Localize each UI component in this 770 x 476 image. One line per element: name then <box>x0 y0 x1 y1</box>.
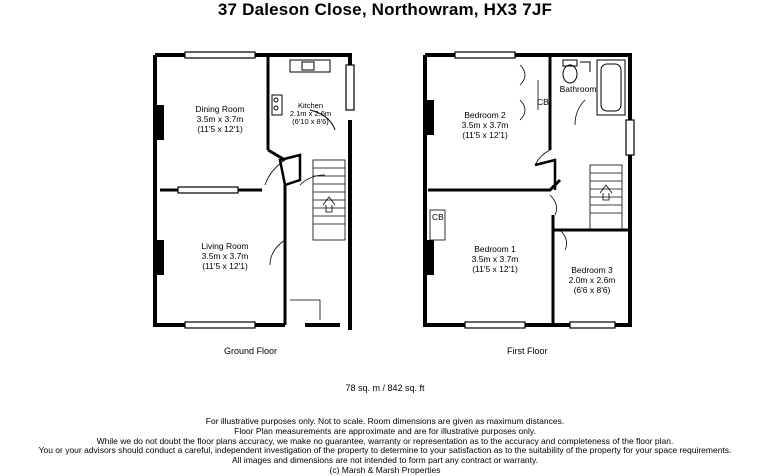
note-line: While we do not doubt the floor plans accuracy, we make no guarantee, warranty or representation as to the accuracy and completeness of the floor plan. <box>96 435 674 446</box>
first-floor-label: First Floor <box>507 346 548 356</box>
note-line: Floor Plan measurements are approximate and are for illustrative purposes only. <box>234 425 536 436</box>
room-label-bedroom-2: Bedroom 2 3.5m x 3.7m (11'5 x 12'1) <box>461 110 509 140</box>
room-label-kitchen: Kitchen 2.1m x 2.6m (6'10 x 8'6) <box>289 101 332 126</box>
room-label-living-room: Living Room 3.5m x 3.7m (11'5 x 12'1) <box>201 241 249 271</box>
note-line: (c) Marsh & Marsh Properties <box>329 464 441 475</box>
wardrobe-doors <box>430 65 538 240</box>
room-label-bedroom-1: Bedroom 1 3.5m x 3.7m (11'5 x 12'1) <box>471 244 519 274</box>
disclaimer-notes <box>0 417 770 476</box>
first-floor-stairs <box>590 165 622 230</box>
cupboard-label: CB <box>537 97 549 107</box>
room-label-bathroom: Bathroom <box>559 84 597 94</box>
ground-floor-stairs <box>313 160 345 240</box>
ground-floor-label: Ground Floor <box>224 346 278 356</box>
cupboard-label: CB <box>432 212 444 222</box>
room-label-dining-room: Dining Room 3.5m x 3.7m (11'5 x 12'1) <box>195 104 245 134</box>
note-line: You or your advisors should conduct a careful, independent investigation of the property to determine to your satisfaction as to the suitability of the property for your space requirements. <box>38 445 732 456</box>
total-area: 78 sq. m / 842 sq. ft <box>345 383 425 393</box>
first-floor-doors <box>535 100 585 250</box>
ground-floor-windows <box>178 52 354 328</box>
page-title: 37 Daleson Close, Northowram, HX3 7JF <box>217 0 553 19</box>
note-line: All images and dimensions are not intended to form part any contract or warranty. <box>232 455 538 466</box>
room-label-bedroom-3: Bedroom 3 2.0m x 2.6m (6'6 x 8'6) <box>568 265 616 295</box>
note-line: For illustrative purposes only. Not to scale. Room dimensions are given as maximum distances. <box>205 416 565 426</box>
